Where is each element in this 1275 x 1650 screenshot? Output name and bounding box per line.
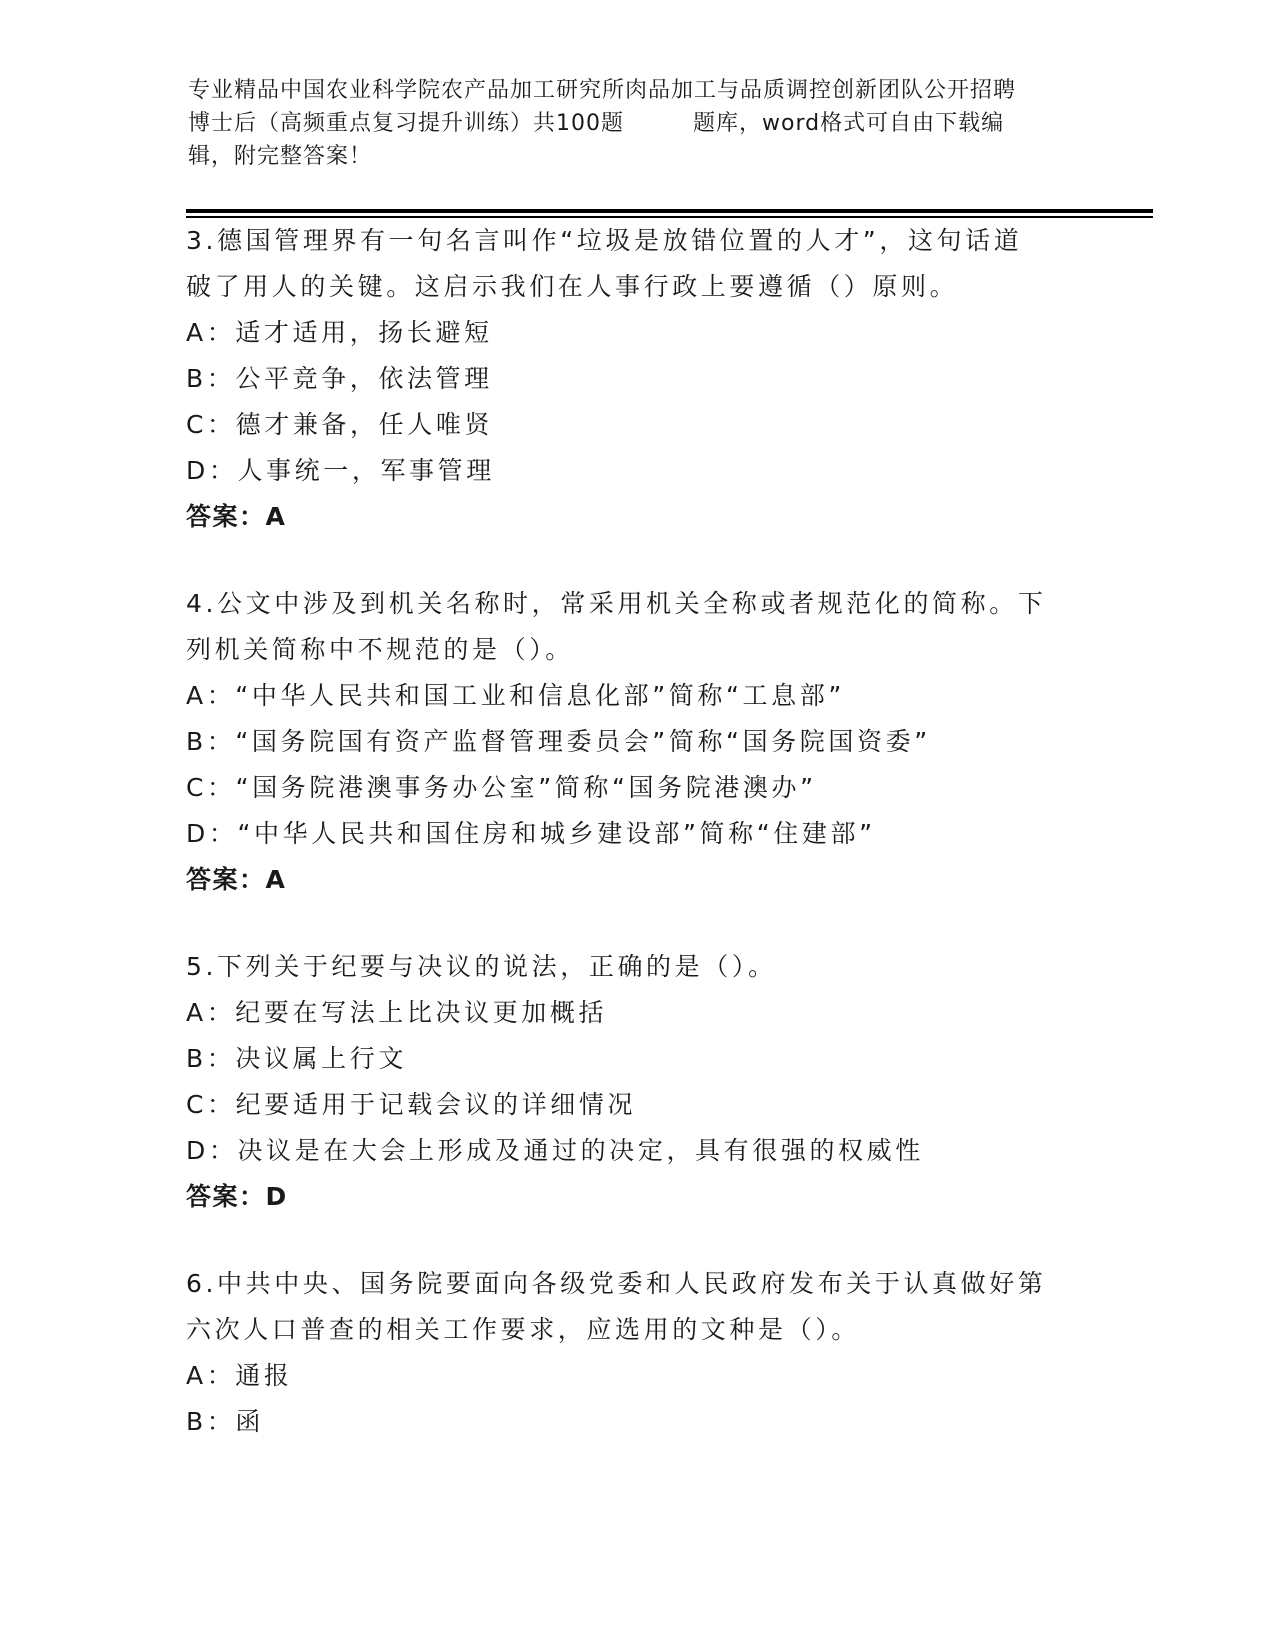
question-stem-line: 破了用人的关键。这启示我们在人事行政上要遵循（）原则。 bbox=[186, 272, 959, 301]
question-stem-line: 5.下列关于纪要与决议的说法，正确的是（）。 bbox=[186, 952, 777, 981]
header-divider-thick bbox=[186, 209, 1153, 213]
option-c: C：德才兼备，任人唯贤 bbox=[186, 410, 494, 439]
option-a: A：纪要在写法上比决议更加概括 bbox=[186, 998, 608, 1027]
option-d: D：“中华人民共和国住房和城乡建设部”简称“住建部” bbox=[186, 819, 876, 848]
question-4 bbox=[186, 581, 1046, 903]
document-header bbox=[188, 74, 1088, 173]
header-line: 辑，附完整答案！ bbox=[188, 144, 373, 169]
question-stem-line: 六次人口普查的相关工作要求，应选用的文种是（）。 bbox=[186, 1315, 860, 1344]
option-b: B：决议属上行文 bbox=[186, 1044, 407, 1073]
option-c: C：“国务院港澳事务办公室”简称“国务院港澳办” bbox=[186, 773, 817, 802]
option-d: D：人事统一，军事管理 bbox=[186, 456, 495, 485]
option-a: A：适才适用，扬长避短 bbox=[186, 318, 493, 347]
question-stem-line: 6.中共中央、国务院要面向各级党委和人民政府发布关于认真做好第 bbox=[186, 1269, 1047, 1298]
option-b: B：函 bbox=[186, 1407, 264, 1436]
answer-line: 答案：D bbox=[186, 1182, 288, 1211]
answer-line: 答案：A bbox=[186, 865, 287, 894]
option-a: A：“中华人民共和国工业和信息化部”简称“工息部” bbox=[186, 681, 845, 710]
option-c: C：纪要适用于记载会议的详细情况 bbox=[186, 1090, 637, 1119]
option-d: D：决议是在大会上形成及通过的决定，具有很强的权威性 bbox=[186, 1136, 924, 1165]
question-3 bbox=[186, 218, 1022, 540]
option-a: A：通报 bbox=[186, 1361, 293, 1390]
question-stem-line: 列机关简称中不规范的是（）。 bbox=[186, 635, 574, 664]
question-stem-line: 4.公文中涉及到机关名称时，常采用机关全称或者规范化的简称。下 bbox=[186, 589, 1047, 618]
header-line: 博士后（高频重点复习提升训练）共100题 题库，word格式可自由下载编 bbox=[188, 111, 1005, 136]
header-line: 专业精品中国农业科学院农产品加工研究所肉品加工与品质调控创新团队公开招聘 bbox=[188, 78, 1017, 103]
option-b: B：公平竞争，依法管理 bbox=[186, 364, 493, 393]
question-stem-line: 3.德国管理界有一句名言叫作“垃圾是放错位置的人才”，这句话道 bbox=[186, 226, 1023, 255]
answer-line: 答案：A bbox=[186, 502, 287, 531]
option-b: B：“国务院国有资产监督管理委员会”简称“国务院国资委” bbox=[186, 727, 931, 756]
question-6 bbox=[186, 1261, 1046, 1445]
question-5 bbox=[186, 944, 924, 1220]
